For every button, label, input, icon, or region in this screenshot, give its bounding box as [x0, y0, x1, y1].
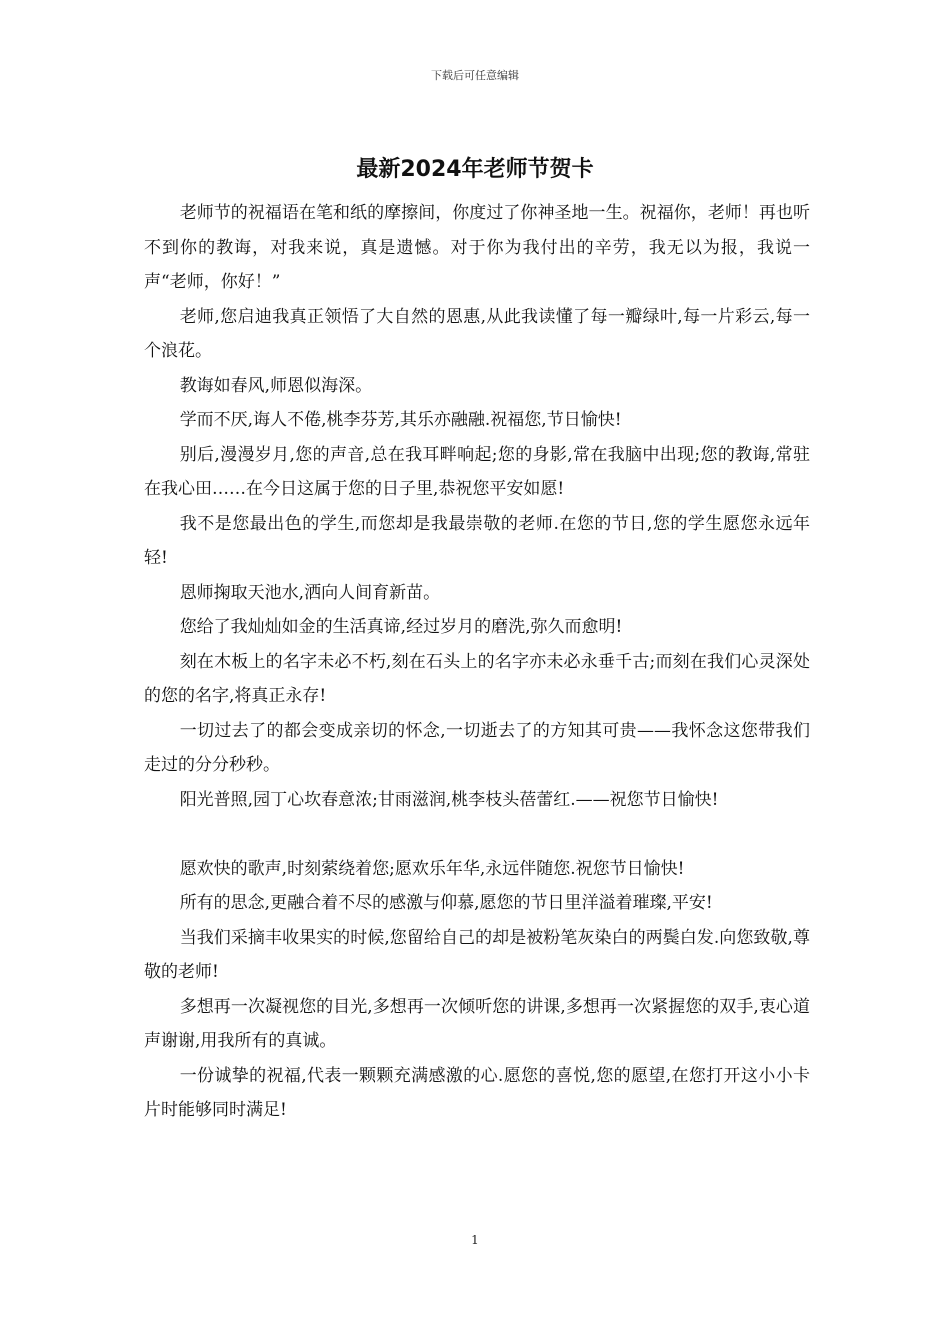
- page-number: 1: [471, 1233, 479, 1247]
- paragraph: 刻在木板上的名字未必不朽,刻在石头上的名字亦未必永垂千古;而刻在我们心灵深处的您的名字,将真正永存!: [144, 651, 810, 706]
- paragraph: 我不是您最出色的学生,而您却是我最崇敬的老师.在您的节日,您的学生愿您永远年轻!: [144, 513, 810, 568]
- document-title: 最新2024年老师节贺卡: [356, 157, 594, 182]
- paragraph: 学而不厌,诲人不倦,桃李芬芳,其乐亦融融.祝福您,节日愉快!: [179, 410, 622, 430]
- paragraph: 一切过去了的都会变成亲切的怀念,一切逝去了的方知其可贵——我怀念这您带我们走过的分分秒秒。: [144, 720, 810, 775]
- paragraph: 所有的思念,更融合着不尽的感激与仰慕,愿您的节日里洋溢着璀璨,平安!: [179, 893, 713, 913]
- paragraph: 教诲如春风,师恩似海深。: [179, 375, 373, 396]
- paragraph: 多想再一次凝视您的目光,多想再一次倾听您的讲课,多想再一次紧握您的双手,衷心道声谢谢,用我所有的真诚。: [144, 996, 810, 1051]
- paragraph: 当我们采摘丰收果实的时候,您留给自己的却是被粉笔灰染白的两鬓白发.向您致敬,尊敬的老师!: [144, 927, 810, 982]
- paragraph: 别后,漫漫岁月,您的声音,总在我耳畔响起;您的身影,常在我脑中出现;您的教诲,常驻在我心田……在今日这属于您的日子里,恭祝您平安如愿!: [144, 444, 810, 499]
- paragraph: 阳光普照,园丁心坎春意浓;甘雨滋润,桃李枝头蓓蕾红.——祝您节日愉快!: [179, 789, 719, 810]
- paragraph: 恩师掬取天池水,洒向人间育新苗。: [179, 582, 441, 603]
- paragraph: 一份诚挚的祝福,代表一颗颗充满感激的心.愿您的喜悦,您的愿望,在您打开这小小卡片时能够同时满足!: [144, 1065, 810, 1120]
- paragraph: 愿欢快的歌声,时刻萦绕着您;愿欢乐年华,永远伴随您.祝您节日愉快!: [179, 858, 685, 879]
- blank-line: [144, 817, 810, 852]
- paragraph: 老师,您启迪我真正领悟了大自然的恩惠,从此我读懂了每一瓣绿叶,每一片彩云,每一个浪花。: [144, 306, 810, 361]
- document-body: [144, 196, 810, 1128]
- header-note: 下载后可任意编辑: [431, 69, 519, 82]
- paragraph: 您给了我灿灿如金的生活真谛,经过岁月的磨洗,弥久而愈明!: [179, 617, 623, 637]
- paragraph: 老师节的祝福语在笔和纸的摩擦间，你度过了你神圣地一生。祝福你，老师！再也听不到你的教诲，对我来说，真是遗憾。对于你为我付出的辛劳，我无以为报，我说一声“老师，你好！”: [144, 203, 810, 292]
